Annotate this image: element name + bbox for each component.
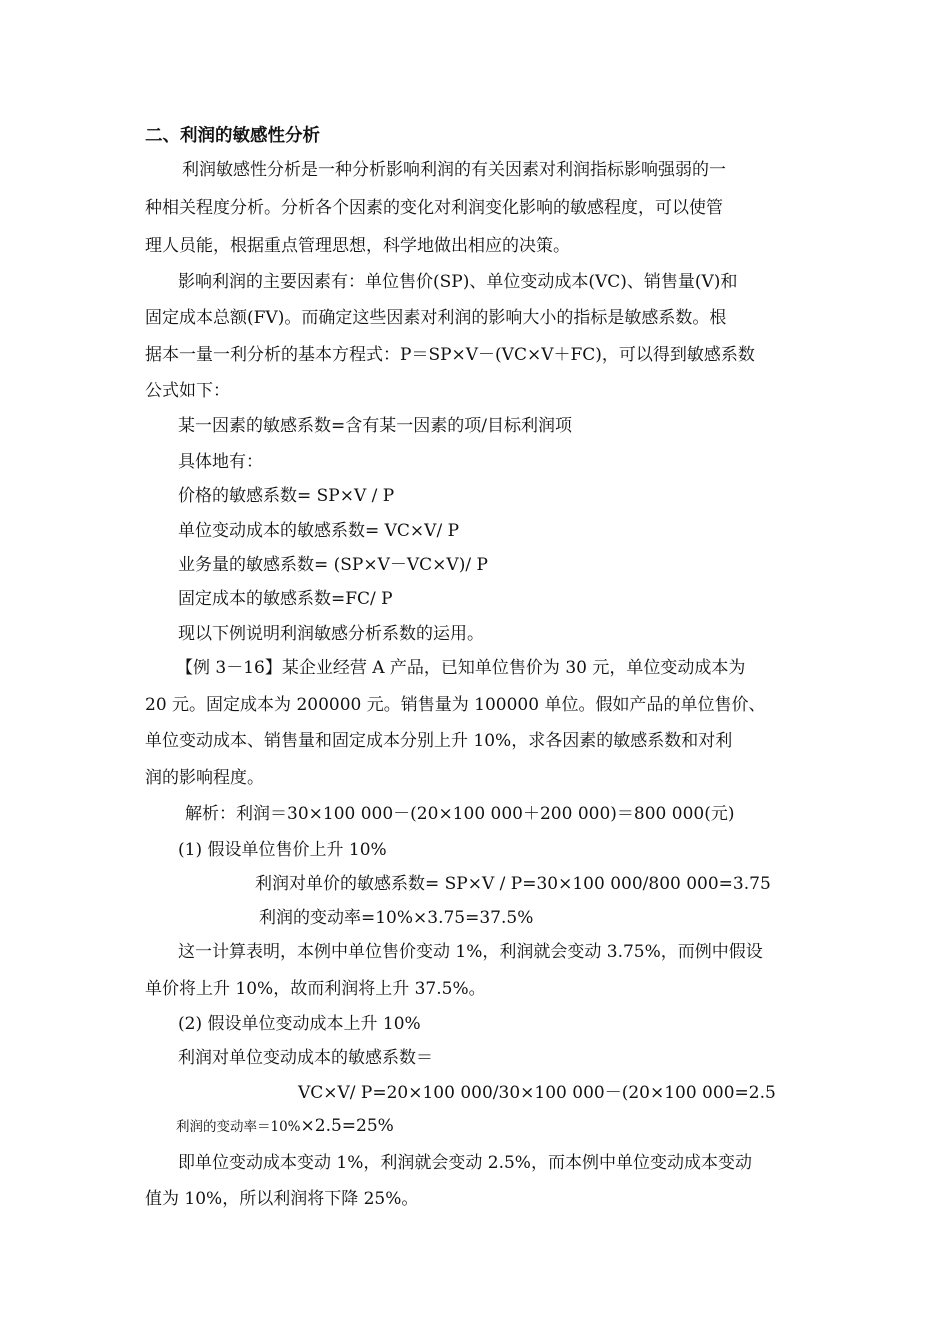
case2-rate-prefix: 利润的变动率＝10%	[176, 1119, 301, 1135]
example-line-2: 20 元。固定成本为 200000 元。销售量为 100000 单位。假如产品的单位售价、	[145, 695, 766, 715]
intro-line-2: 种相关程度分析。分析各个因素的变化对利润变化影响的敏感程度，可以使管	[145, 198, 723, 218]
formula-volume: 业务量的敏感系数= (SP×V－VC×V)/ P	[178, 555, 488, 575]
specifically-label: 具体地有：	[178, 452, 263, 472]
section-heading: 二、利润的敏感性分析	[145, 126, 320, 146]
case1-rate: 利润的变动率=10%×3.75=37.5%	[259, 908, 534, 928]
case2-rate	[176, 1114, 394, 1139]
case2-conclusion-1: 即单位变动成本变动 1%，利润就会变动 2.5%，而本例中单位变动成本变动	[178, 1153, 752, 1173]
formula-fixed-cost: 固定成本的敏感系数=FC/ P	[178, 589, 393, 609]
factors-line-1: 影响利润的主要因素有：单位售价(SP)、单位变动成本(VC)、销售量(V)和	[178, 272, 738, 292]
intro-line-3: 理人员能，根据重点管理思想，科学地做出相应的决策。	[145, 236, 570, 256]
case2-rate-suffix: ×2.5=25%	[300, 1116, 394, 1136]
factors-line-4: 公式如下：	[145, 381, 230, 401]
case2-label: (2) 假设单位变动成本上升 10%	[178, 1014, 421, 1034]
case2-sensitivity-label: 利润对单位变动成本的敏感系数＝	[178, 1048, 433, 1068]
example-line-3: 单位变动成本、销售量和固定成本分别上升 10%，求各因素的敏感系数和对利	[145, 731, 733, 751]
analysis-profit: 解析：利润＝30×100 000－(20×100 000＋200 000)＝800 000(元)	[185, 804, 735, 824]
case2-sensitivity-value: VC×V/ P=20×100 000/30×100 000－(20×100 000=2.5	[298, 1083, 776, 1103]
factors-line-3: 据本一量一利分析的基本方程式：P＝SP×V－(VC×V＋FC)，可以得到敏感系数	[145, 345, 755, 365]
factors-line-2: 固定成本总额(FV)。而确定这些因素对利润的影响大小的指标是敏感系数。根	[145, 308, 727, 328]
case1-label: (1) 假设单位售价上升 10%	[178, 840, 387, 860]
example-intro: 现以下例说明利润敏感分析系数的运用。	[178, 624, 484, 644]
example-line-1: 【例 3－16】某企业经营 A 产品，已知单位售价为 30 元，单位变动成本为	[176, 658, 746, 678]
case1-sensitivity: 利润对单价的敏感系数= SP×V / P=30×100 000/800 000=3.75	[255, 874, 771, 894]
case1-conclusion-2: 单价将上升 10%，故而利润将上升 37.5%。	[145, 979, 486, 999]
general-formula: 某一因素的敏感系数=含有某一因素的项/目标利润项	[178, 416, 572, 436]
intro-line-1: 利润敏感性分析是一种分析影响利润的有关因素对利润指标影响强弱的一	[182, 160, 726, 180]
case1-conclusion-1: 这一计算表明，本例中单位售价变动 1%，利润就会变动 3.75%，而例中假设	[178, 942, 763, 962]
formula-price: 价格的敏感系数= SP×V / P	[178, 486, 395, 506]
example-line-4: 润的影响程度。	[145, 768, 264, 788]
formula-unit-variable-cost: 单位变动成本的敏感系数= VC×V/ P	[178, 521, 460, 541]
case2-conclusion-2: 值为 10%，所以利润将下降 25%。	[145, 1189, 419, 1209]
